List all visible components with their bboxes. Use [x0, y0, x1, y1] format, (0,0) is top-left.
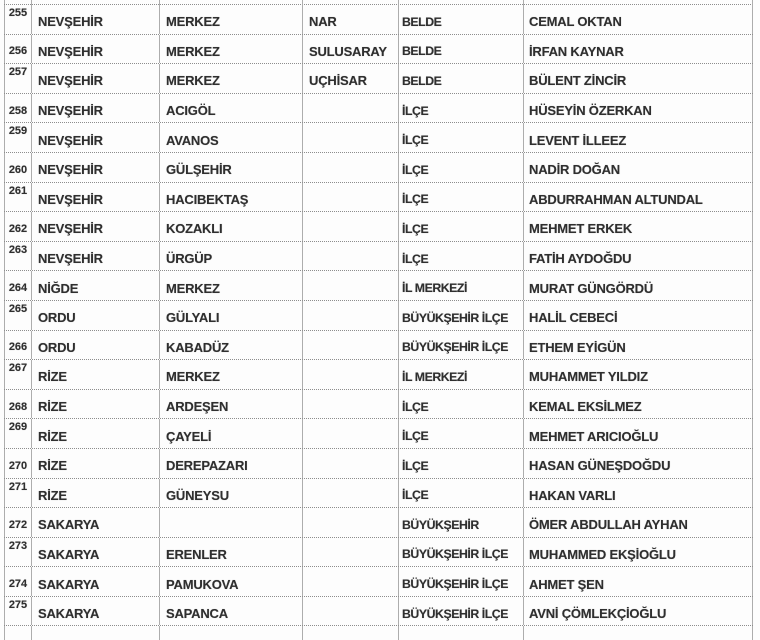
district-cell: MERKEZ [159, 35, 302, 64]
town-cell [302, 360, 398, 389]
row-number-cell: 267 [4, 360, 31, 389]
province-cell: NEVŞEHİR [31, 183, 159, 212]
district-cell: MERKEZ [159, 271, 302, 300]
row-number-cell: 265 [4, 301, 31, 330]
name-cell: ÖMER ABDULLAH AYHAN [523, 508, 753, 537]
district-cell: MERKEZ [159, 5, 302, 34]
name-cell: ABDURRAHMAN ALTUNDAL [523, 183, 753, 212]
row-number-cell: 260 [4, 153, 31, 182]
town-cell: NAR [302, 5, 398, 34]
row-number-cell: 263 [4, 242, 31, 271]
table-row [4, 360, 753, 390]
row-number-cell: 259 [4, 123, 31, 152]
row-number-cell: 261 [4, 183, 31, 212]
name-cell: LEVENT İLLEEZ [523, 123, 753, 152]
province-cell: RİZE [31, 360, 159, 389]
district-cell: ARDEŞEN [159, 390, 302, 419]
type-cell: BÜYÜKŞEHİR İLÇE [398, 567, 523, 596]
name-cell: ETHEM EYİGÜN [523, 331, 753, 360]
town-cell: UÇHİSAR [302, 64, 398, 93]
table-row [4, 153, 753, 183]
town-cell [302, 212, 398, 241]
province-cell [31, 626, 159, 640]
name-cell: MUHAMMED EKŞİOĞLU [523, 538, 753, 567]
type-cell: İL MERKEZİ [398, 360, 523, 389]
type-cell: İLÇE [398, 94, 523, 123]
province-cell: NİĞDE [31, 271, 159, 300]
row-number-cell: 272 [4, 508, 31, 537]
province-cell: RİZE [31, 449, 159, 478]
town-cell [302, 242, 398, 271]
table-row [4, 419, 753, 449]
province-cell: SAKARYA [31, 567, 159, 596]
town-cell [302, 331, 398, 360]
district-cell: MERKEZ [159, 360, 302, 389]
district-cell: ÇAYELİ [159, 419, 302, 448]
table-row [4, 567, 753, 597]
province-cell: NEVŞEHİR [31, 212, 159, 241]
town-cell [302, 538, 398, 567]
town-cell [302, 183, 398, 212]
name-cell: BÜLENT ZİNCİR [523, 64, 753, 93]
province-cell: NEVŞEHİR [31, 64, 159, 93]
district-cell: ÜRGÜP [159, 242, 302, 271]
type-cell [398, 626, 523, 640]
row-number-cell [4, 0, 31, 4]
row-number-cell: 264 [4, 271, 31, 300]
type-cell: İLÇE [398, 153, 523, 182]
province-cell: RİZE [31, 479, 159, 508]
table-row [4, 5, 753, 35]
name-cell: AHMET ŞEN [523, 567, 753, 596]
district-cell [159, 626, 302, 640]
town-cell [302, 567, 398, 596]
province-cell: SAKARYA [31, 538, 159, 567]
table-row [4, 508, 753, 538]
province-cell: NEVŞEHİR [31, 94, 159, 123]
name-cell: KEMAL EKSİLMEZ [523, 390, 753, 419]
province-cell: ORDU [31, 331, 159, 360]
row-number-cell: 271 [4, 479, 31, 508]
name-cell: CEMAL OKTAN [523, 5, 753, 34]
province-cell: NEVŞEHİR [31, 123, 159, 152]
type-cell: BELDE [398, 35, 523, 64]
district-cell: PAMUKOVA [159, 567, 302, 596]
town-cell [302, 597, 398, 626]
district-cell: SAPANCA [159, 597, 302, 626]
type-cell: İLÇE [398, 390, 523, 419]
district-cell: KOZAKLI [159, 212, 302, 241]
name-cell: MEHMET ERKEK [523, 212, 753, 241]
type-cell: İLÇE [398, 242, 523, 271]
name-cell: MURAT GÜNGÖRDÜ [523, 271, 753, 300]
type-cell: İLÇE [398, 212, 523, 241]
table-row [4, 331, 753, 361]
table-row [4, 301, 753, 331]
town-cell [302, 271, 398, 300]
province-cell: NEVŞEHİR [31, 242, 159, 271]
town-cell [302, 419, 398, 448]
district-cell: ERENLER [159, 538, 302, 567]
name-cell [523, 626, 753, 640]
row-number-cell: 255 [4, 5, 31, 34]
town-cell [302, 94, 398, 123]
table-row [4, 271, 753, 301]
type-cell: BÜYÜKŞEHİR İLÇE [398, 331, 523, 360]
name-cell: İRFAN KAYNAR [523, 35, 753, 64]
table-row [4, 94, 753, 124]
town-cell [302, 479, 398, 508]
type-cell: BÜYÜKŞEHİR [398, 508, 523, 537]
name-cell: NADİR DOĞAN [523, 153, 753, 182]
province-cell: RİZE [31, 390, 159, 419]
type-cell: BELDE [398, 64, 523, 93]
row-number-cell: 269 [4, 419, 31, 448]
row-number-cell: 275 [4, 597, 31, 626]
municipality-table [4, 0, 753, 640]
row-number-cell: 270 [4, 449, 31, 478]
table-bottom-edge [4, 626, 753, 640]
table-row [4, 123, 753, 153]
district-cell: GÜNEYSU [159, 479, 302, 508]
type-cell: İLÇE [398, 123, 523, 152]
province-cell: ORDU [31, 301, 159, 330]
type-cell: BÜYÜKŞEHİR İLÇE [398, 301, 523, 330]
province-cell: NEVŞEHİR [31, 5, 159, 34]
town-cell: SULUSARAY [302, 35, 398, 64]
table-row [4, 212, 753, 242]
district-cell: ACIGÖL [159, 94, 302, 123]
row-number-cell: 256 [4, 35, 31, 64]
town-cell [302, 301, 398, 330]
district-cell: MERKEZ [159, 64, 302, 93]
district-cell: HACIBEKTAŞ [159, 183, 302, 212]
province-cell: SAKARYA [31, 597, 159, 626]
town-cell [302, 449, 398, 478]
province-cell: RİZE [31, 419, 159, 448]
town-cell [302, 508, 398, 537]
province-cell: SAKARYA [31, 508, 159, 537]
province-cell: NEVŞEHİR [31, 153, 159, 182]
table-row [4, 449, 753, 479]
name-cell: MEHMET ARICIOĞLU [523, 419, 753, 448]
town-cell [302, 153, 398, 182]
name-cell: FATİH AYDOĞDU [523, 242, 753, 271]
row-number-cell [4, 626, 31, 640]
name-cell: MUHAMMET YILDIZ [523, 360, 753, 389]
row-number-cell: 257 [4, 64, 31, 93]
name-cell: HASAN GÜNEŞDOĞDU [523, 449, 753, 478]
town-cell [302, 123, 398, 152]
district-cell: AVANOS [159, 123, 302, 152]
type-cell: İLÇE [398, 183, 523, 212]
table-row [4, 183, 753, 213]
name-cell: AVNİ ÇÖMLEKÇİOĞLU [523, 597, 753, 626]
district-cell: GÜLYALI [159, 301, 302, 330]
type-cell: İLÇE [398, 419, 523, 448]
table-row [4, 479, 753, 509]
type-cell: BELDE [398, 5, 523, 34]
district-cell: KABADÜZ [159, 331, 302, 360]
district-cell [159, 508, 302, 537]
table-row [4, 390, 753, 420]
type-cell: BÜYÜKŞEHİR İLÇE [398, 597, 523, 626]
name-cell: HÜSEYİN ÖZERKAN [523, 94, 753, 123]
table-row [4, 538, 753, 568]
table-row [4, 242, 753, 272]
town-cell [302, 390, 398, 419]
row-number-cell: 266 [4, 331, 31, 360]
row-number-cell: 258 [4, 94, 31, 123]
table-row [4, 597, 753, 627]
table-row [4, 35, 753, 65]
type-cell: İLÇE [398, 449, 523, 478]
district-cell: DEREPAZARI [159, 449, 302, 478]
district-cell: GÜLŞEHİR [159, 153, 302, 182]
type-cell: BÜYÜKŞEHİR İLÇE [398, 538, 523, 567]
name-cell: HALİL CEBECİ [523, 301, 753, 330]
row-number-cell: 274 [4, 567, 31, 596]
row-number-cell: 262 [4, 212, 31, 241]
name-cell: HAKAN VARLI [523, 479, 753, 508]
row-number-cell: 268 [4, 390, 31, 419]
province-cell: NEVŞEHİR [31, 35, 159, 64]
type-cell: İL MERKEZİ [398, 271, 523, 300]
town-cell [302, 626, 398, 640]
table-row [4, 64, 753, 94]
row-number-cell: 273 [4, 538, 31, 567]
type-cell: İLÇE [398, 479, 523, 508]
